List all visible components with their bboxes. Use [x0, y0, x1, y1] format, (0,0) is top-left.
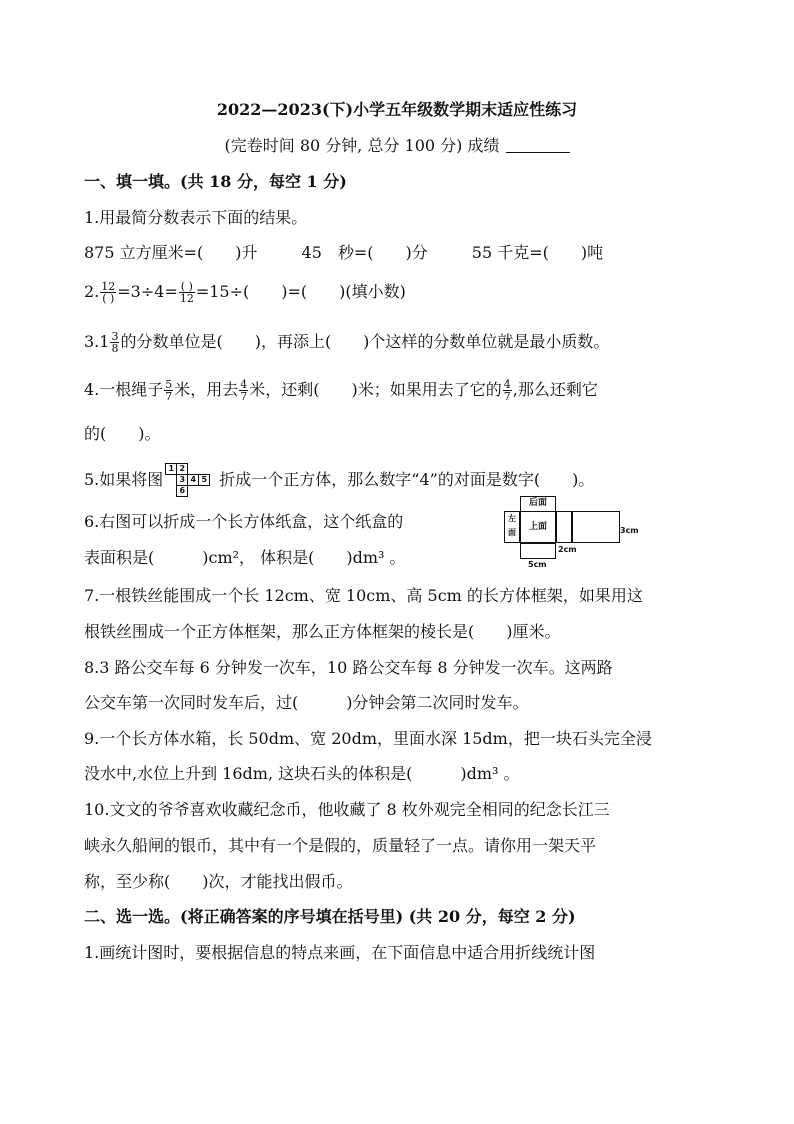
q3-rest: 的分数单位是( )，再添上( )个这样的分数单位就是最小质数。	[120, 332, 610, 351]
score-blank	[506, 136, 570, 153]
q3-denominator: 8	[111, 342, 119, 355]
q8-line-2: 公交车第一次同时发车后，过( )分钟会第二次同时发车。	[84, 693, 529, 712]
q2-mid: =3÷4=	[117, 282, 178, 301]
cube-net-cell-4: 4	[187, 474, 199, 486]
q8-line-1: 8.3 路公交车每 6 分钟发一次车，10 路公交车每 8 分钟发一次车。这两路	[84, 658, 613, 677]
q3-fraction	[110, 331, 119, 354]
q4-line-1	[84, 376, 794, 404]
cube-net-cell-6: 6	[176, 485, 188, 497]
q3-numerator: 3	[111, 330, 119, 343]
cube-net-cell-1: 1	[165, 463, 177, 475]
q4-part-1: 4.一根绳子	[84, 380, 164, 399]
q2-fraction-2	[179, 281, 195, 304]
q5-part-1: 5.如果将图	[84, 470, 164, 489]
q2-fraction-1	[100, 281, 116, 304]
q7-line-1: 7.一根铁丝能围成一个长 12cm、宽 10cm、高 5cm 的长方体框架，如果用这	[84, 586, 643, 605]
page-title: 2022—2023(下)小学五年级数学期末适应性练习	[216, 100, 578, 119]
q9-line-2: 没水中,水位上升到 16dm, 这块石头的体积是( )dm³ 。	[84, 764, 520, 783]
cube-net-cell-2: 2	[176, 463, 188, 475]
q4-f2-denominator: 7	[240, 390, 248, 403]
box-net-left: 左面	[504, 511, 520, 543]
q2-f2-numerator: ( )	[180, 280, 193, 293]
dim-3cm: 3cm	[620, 526, 639, 535]
box-net-front	[520, 543, 556, 559]
q3-line	[84, 328, 794, 356]
q4-part-4: ,那么还剩它	[512, 380, 598, 399]
q4-part-3: 米，还剩( )米；如果用去了它的	[249, 380, 502, 399]
box-net-bottom	[572, 511, 620, 543]
q2-line	[84, 278, 794, 306]
box-net-figure	[498, 496, 648, 572]
section2-heading: 二、选一选。(将正确答案的序号填在括号里) (共 20 分，每空 2 分)	[84, 907, 576, 926]
q4-f2-numerator: 4	[240, 378, 248, 391]
q1-part-b: 45 秒=( )分	[301, 243, 428, 262]
q4-f1-numerator: 5	[165, 378, 173, 391]
s2-q1-text: 1.画统计图时，要根据信息的特点来画，在下面信息中适合用折线统计图	[84, 943, 596, 962]
section1-heading: 一、填一填。(共 18 分，每空 1 分)	[84, 172, 347, 191]
box-net-top: 上面	[520, 511, 556, 543]
q4-fraction-1	[164, 379, 173, 402]
q10-line-1: 10.文文的爷爷喜欢收藏纪念币，他收藏了 8 枚外观完全相同的纪念长江三	[84, 800, 610, 819]
q2-f1-denominator: ( )	[102, 292, 115, 305]
box-net-back: 后面	[520, 496, 556, 512]
q1-parts	[84, 243, 794, 263]
q1-part-c: 55 千克=( )吨	[471, 243, 604, 262]
q3-prefix: 3.1	[84, 332, 110, 351]
subtitle-text: (完卷时间 80 分钟, 总分 100 分) 成绩	[224, 136, 500, 155]
q1-text: 1.用最简分数表示下面的结果。	[84, 208, 308, 227]
q4-part-2: 米，用去	[174, 380, 239, 399]
box-net-right	[556, 511, 572, 543]
page-subtitle	[0, 136, 794, 156]
q4-fraction-3	[503, 379, 512, 402]
q5-line	[84, 462, 794, 498]
q9-line-1: 9.一个长方体水箱，长 50dm、宽 20dm，里面水深 15dm，把一块石头完全浸	[84, 729, 652, 748]
q2-f1-numerator: 12	[101, 280, 116, 293]
q1-part-a: 875 立方厘米=( )升	[84, 243, 258, 262]
q2-prefix: 2.	[84, 282, 100, 301]
q4-f3-denominator: 7	[503, 390, 511, 403]
q4-line-2: 的( )。	[84, 424, 161, 443]
q6-line-1: 6.右图可以折成一个长方体纸盒，这个纸盒的	[84, 512, 404, 531]
q5-part-2: 折成一个正方体，那么数字“4”的对面是数字( )。	[219, 470, 595, 489]
dim-2cm: 2cm	[558, 545, 577, 554]
q4-fraction-2	[239, 379, 248, 402]
q10-line-3: 称，至少称( )次，才能找出假币。	[84, 872, 353, 891]
cube-net-cell-5: 5	[198, 474, 210, 486]
dim-5cm: 5cm	[528, 560, 547, 569]
q6-line-2: 表面积是( )cm²， 体积是( )dm³ 。	[84, 548, 406, 567]
cube-net-cell-3: 3	[176, 474, 188, 486]
q7-line-2: 根铁丝围成一个正方体框架，那么正方体框架的棱长是( )厘米。	[84, 622, 561, 641]
q4-f1-denominator: 7	[165, 390, 173, 403]
q4-f3-numerator: 4	[503, 378, 511, 391]
q2-rest: =15÷( )=( )(填小数)	[195, 282, 406, 301]
q2-f2-denominator: 12	[179, 292, 194, 305]
cube-net-figure	[165, 463, 217, 499]
q10-line-2: 峡永久船闸的银币，其中有一个是假的，质量轻了一点。请你用一架天平	[84, 836, 597, 855]
